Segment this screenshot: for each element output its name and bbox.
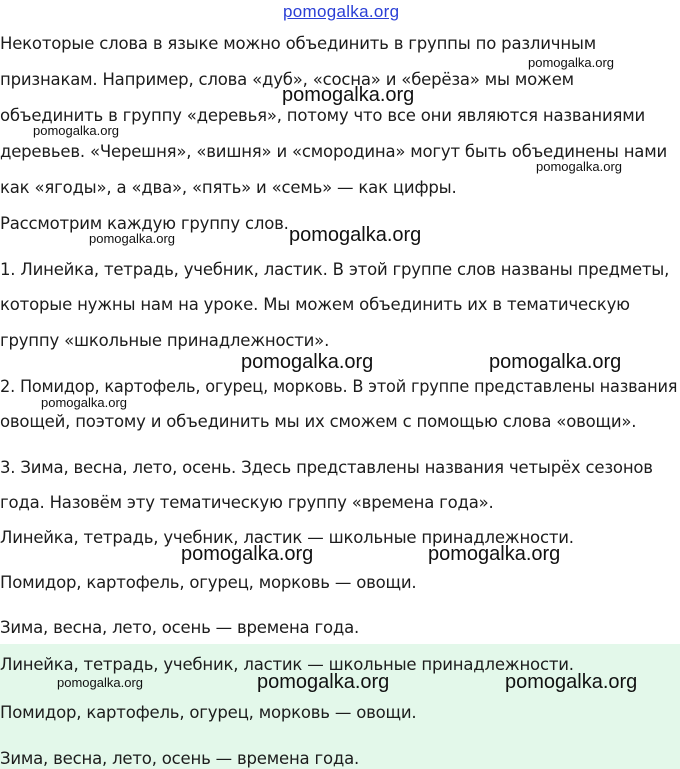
text-line: как «ягоды», а «два», «пять» и «семь» — как цифры. — [0, 178, 457, 197]
text-line: группу «школьные принадлежности». — [0, 331, 330, 350]
text-line: Линейка, тетрадь, учебник, ластик — школьные принадлежности. — [0, 528, 574, 547]
text-line: Зима, весна, лето, осень — времена года. — [0, 618, 360, 637]
text-line: 3. Зима, весна, лето, осень. Здесь представлены названия четырёх сезонов — [0, 458, 653, 477]
answer-line: Помидор, картофель, огурец, морковь — овощи. — [0, 703, 417, 722]
answer-line: Линейка, тетрадь, учебник, ластик — школьные принадлежности. — [0, 655, 574, 674]
watermark: pomogalka.org — [536, 159, 622, 174]
text-line: Помидор, картофель, огурец, морковь — овощи. — [0, 573, 417, 592]
watermark: pomogalka.org — [41, 395, 127, 410]
watermark: pomogalka.org — [489, 351, 622, 373]
text-line: овощей, поэтому и объединить мы их сможем с помощью слова «овощи». — [0, 412, 637, 431]
watermark: pomogalka.org — [505, 671, 638, 693]
text-line: которые нужны нам на уроке. Мы можем объединить их в тематическую — [0, 295, 630, 314]
watermark: pomogalka.org — [257, 671, 390, 693]
watermark: pomogalka.org — [89, 231, 175, 246]
watermark: pomogalka.org — [241, 351, 374, 373]
watermark: pomogalka.org — [528, 55, 614, 70]
watermark: pomogalka.org — [289, 224, 422, 246]
text-line: объединить в группу «деревья», потому что все они являются названиями — [0, 106, 645, 125]
text-line: признакам. Например, слова «дуб», «сосна» и «берёза» мы можем — [0, 70, 574, 89]
watermark: pomogalka.org — [181, 543, 314, 565]
text-line: 2. Помидор, картофель, огурец, морковь. В этой группе представлены названия — [0, 377, 678, 396]
watermark-top-link[interactable]: pomogalka.org — [283, 2, 400, 21]
text-line: Некоторые слова в языке можно объединить в группы по различным — [0, 34, 597, 53]
text-line: 1. Линейка, тетрадь, учебник, ластик. В этой группе слов названы предметы, — [0, 260, 670, 279]
watermark: pomogalka.org — [428, 543, 561, 565]
answer-line: Зима, весна, лето, осень — времена года. — [0, 749, 360, 768]
watermark: pomogalka.org — [57, 675, 143, 690]
watermark: pomogalka.org — [282, 84, 415, 106]
text-line: года. Назовём эту тематическую группу «времена года». — [0, 493, 494, 512]
watermark: pomogalka.org — [33, 123, 119, 138]
text-line: деревьев. «Черешня», «вишня» и «смородина» могут быть объединены нами — [0, 142, 667, 161]
text-line: Рассмотрим каждую группу слов. — [0, 214, 289, 233]
